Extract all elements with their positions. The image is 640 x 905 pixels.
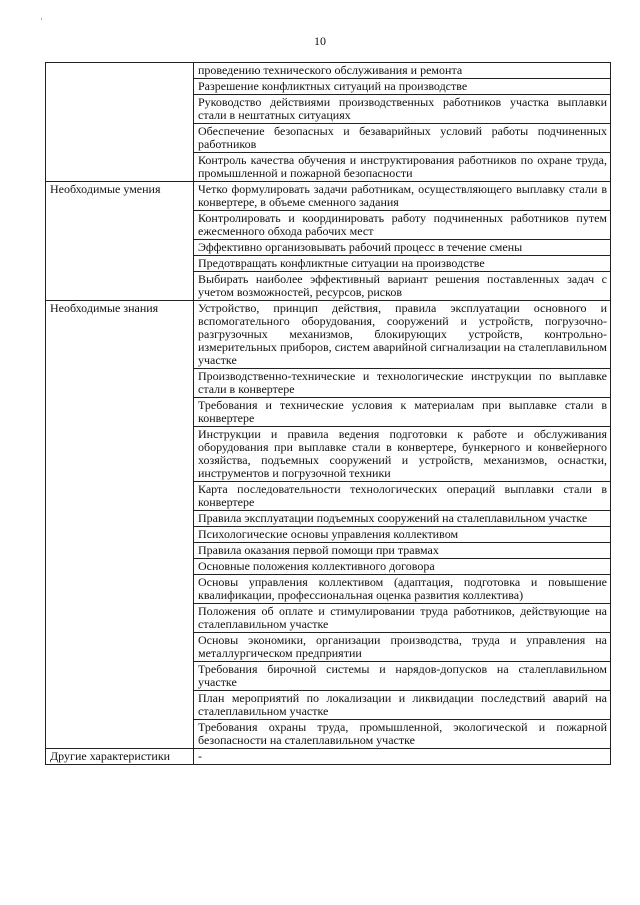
section-item: Правила эксплуатации подъемных сооружений на сталеплавильном участке bbox=[194, 511, 611, 527]
section-item: Положения об оплате и стимулировании труда работников, действующие на сталеплавильном участке bbox=[194, 604, 611, 633]
section-item: Предотвращать конфликтные ситуации на производстве bbox=[194, 256, 611, 272]
section-item: Правила оказания первой помощи при травмах bbox=[194, 543, 611, 559]
table-row bbox=[46, 301, 611, 369]
section-item: План мероприятий по локализации и ликвидации последствий аварий на сталеплавильном участке bbox=[194, 691, 611, 720]
section-item: Руководство действиями производственных работников участка выплавки стали в нештатных ситуациях bbox=[194, 95, 611, 124]
section-item: Требования бирочной системы и нарядов-допусков на сталеплавильном участке bbox=[194, 662, 611, 691]
section-label: Необходимые умения bbox=[46, 182, 194, 301]
section-item: Основы экономики, организации производства, труда и управления на металлургическом предприятии bbox=[194, 633, 611, 662]
section-label: Необходимые знания bbox=[46, 301, 194, 749]
section-item: проведению технического обслуживания и ремонта bbox=[194, 63, 611, 79]
section-item: Четко формулировать задачи работникам, осуществляющего выплавку стали в конвертере, в объеме сменного задания bbox=[194, 182, 611, 211]
section-item: Эффективно организовывать рабочий процесс в течение смены bbox=[194, 240, 611, 256]
section-item: Контроль качества обучения и инструктирования работников по охране труда, промышленной и пожарной безопасности bbox=[194, 153, 611, 182]
section-item: Карта последовательности технологических операций выплавки стали в конвертере bbox=[194, 482, 611, 511]
table-row bbox=[46, 749, 611, 765]
table-body bbox=[46, 63, 611, 765]
section-item: Основные положения коллективного договора bbox=[194, 559, 611, 575]
section-item: Психологические основы управления коллективом bbox=[194, 527, 611, 543]
section-item: Требования охраны труда, промышленной, экологической и пожарной безопасности на сталеплавильном участке bbox=[194, 720, 611, 749]
section-item: Инструкции и правила ведения подготовки к работе и обслуживания оборудования при выплавке стали в конвертере, бункерного и конвейерного хозяйства, подъемных сооружений и устройств, механизмов, оснастки, инструментов и погрузочной техники bbox=[194, 427, 611, 482]
table-row bbox=[46, 182, 611, 211]
section-item: Производственно-технические и технологические инструкции по выплавке стали в конвертере bbox=[194, 369, 611, 398]
section-item: Обеспечение безопасных и безаварийных условий работы подчиненных работников bbox=[194, 124, 611, 153]
section-item: Требования и технические условия к материалам при выплавке стали в конвертере bbox=[194, 398, 611, 427]
page-number: 10 bbox=[314, 34, 326, 48]
section-item: Выбирать наиболее эффективный вариант решения поставленных задач с учетом возможностей, ресурсов, рисков bbox=[194, 272, 611, 301]
table-row bbox=[46, 63, 611, 79]
section-item: Разрешение конфликтных ситуаций на производстве bbox=[194, 79, 611, 95]
section-label: Другие характеристики bbox=[46, 749, 194, 765]
section-item: Основы управления коллективом (адаптация, подготовка и повышение квалификации, профессиональная оценка развития коллектива) bbox=[194, 575, 611, 604]
corner-mark: · bbox=[40, 14, 43, 24]
section-item: Контролировать и координировать работу подчиненных работников путем ежесменного обхода рабочих мест bbox=[194, 211, 611, 240]
requirements-table bbox=[45, 62, 611, 765]
section-label bbox=[46, 63, 194, 182]
section-item: - bbox=[194, 749, 611, 765]
section-item: Устройство, принцип действия, правила эксплуатации основного и вспомогательного оборудования, сооружений и устройств, погрузочно-разгрузочных механизмов, блокирующих устройств, контрольно-измерительных приборов, систем аварийной сигнализации на сталеплавильном участке bbox=[194, 301, 611, 369]
